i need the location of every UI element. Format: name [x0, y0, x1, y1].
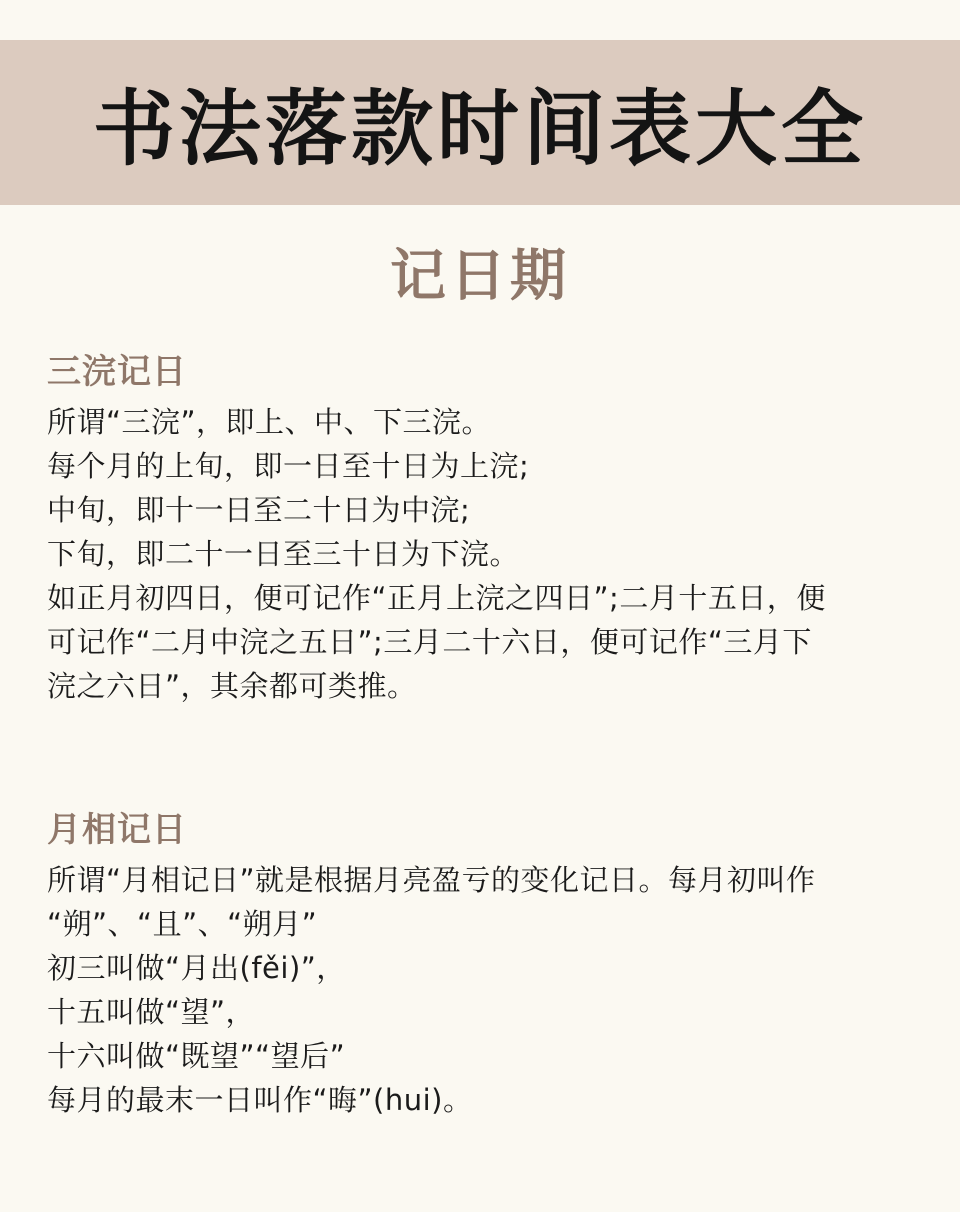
text-line: 所谓“月相记日”就是根据月亮盈亏的变化记日。每月初叫作: [47, 863, 816, 897]
subheading-yuexiang: 月相记日: [47, 810, 187, 850]
page-title: 书法落款时间表大全: [92, 82, 867, 177]
section-heading: 记日期: [390, 244, 570, 309]
text-line: 每个月的上旬，即一日至十日为上浣;: [47, 449, 530, 483]
content-block-sanhuan: [47, 348, 927, 708]
text-line: 所谓“三浣”，即上、中、下三浣。: [47, 405, 492, 439]
title-banner: [0, 40, 960, 205]
subheading-sanhuan: 三浣记日: [47, 352, 187, 392]
text-line: 每月的最末一日叫作“晦”(hui)。: [47, 1083, 473, 1117]
text-line: 十六叫做“既望”“望后”: [47, 1039, 346, 1073]
text-line: 如正月初四日，便可记作“正月上浣之四日”;二月十五日，便: [47, 581, 826, 615]
text-line: 下旬，即二十一日至三十日为下浣。: [47, 537, 520, 571]
content-block-yuexiang: [47, 806, 927, 1122]
text-line: “朔”、“且”、“朔月”: [47, 907, 318, 941]
text-line: 十五叫做“望”，: [47, 995, 256, 1029]
text-line: 可记作“二月中浣之五日”;三月二十六日，便可记作“三月下: [47, 625, 812, 659]
text-line: 中旬，即十一日至二十日为中浣;: [47, 493, 471, 527]
text-line: 初三叫做“月出(fěi)”，: [47, 951, 346, 985]
text-line: 浣之六日”，其余都可类推。: [47, 669, 417, 703]
